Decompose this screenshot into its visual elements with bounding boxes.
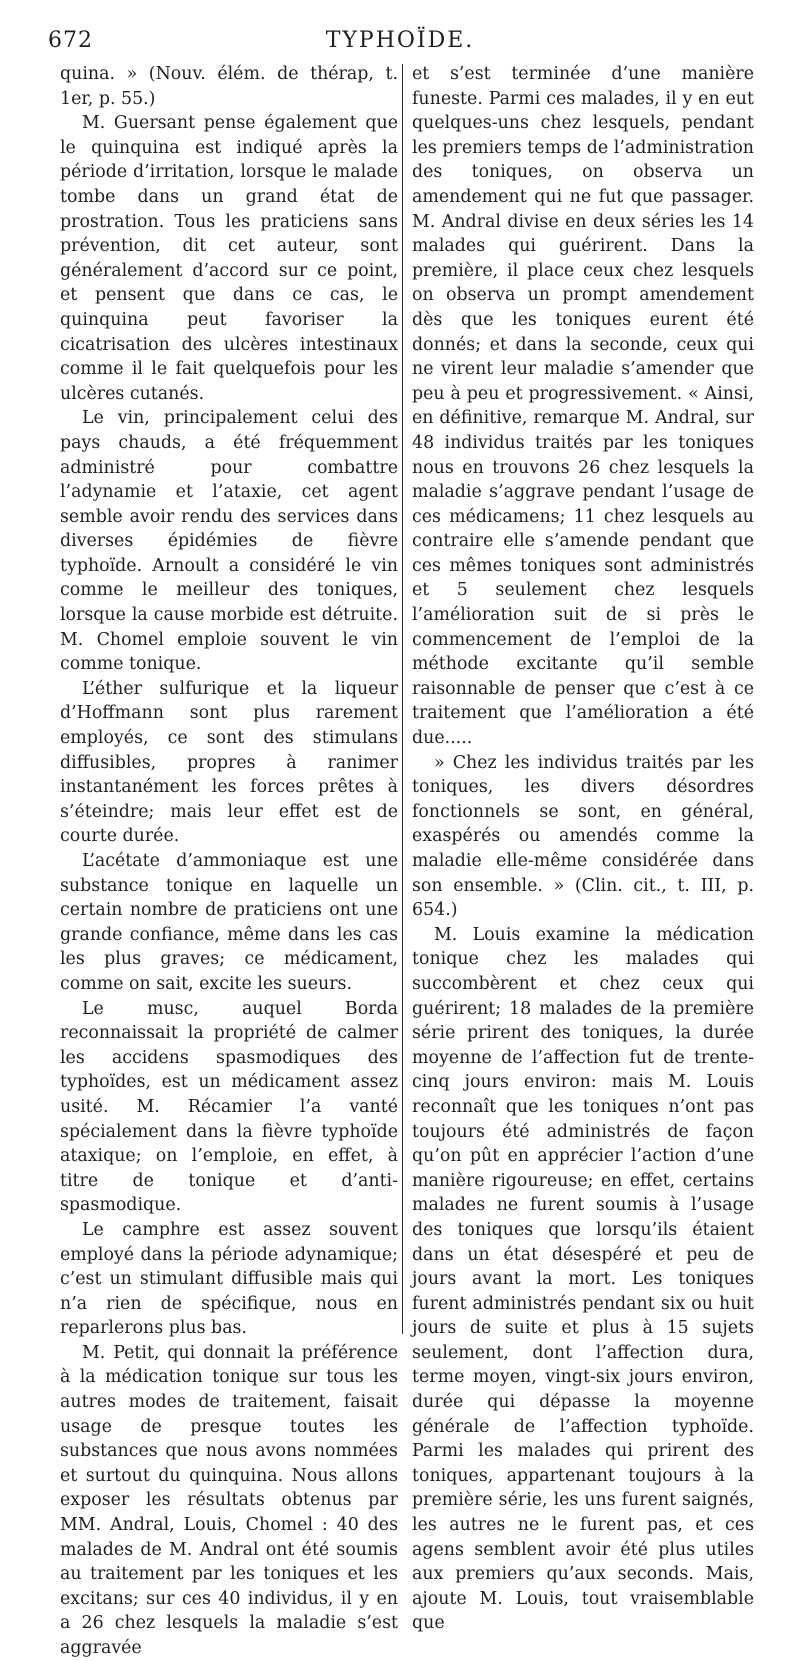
page-number: 672 <box>48 28 93 53</box>
running-title: TYPHOÏDE. <box>325 28 475 53</box>
paragraph: M. Petit, qui donnait la préférence à la médication tonique sur tous les autres modes de traitement, faisait usage de presque toutes les substances que nous avons nommées et surtout du quinquina. Nous allons exposer les résultats obtenus par MM. Andral, Louis, Chomel : 40 des malades de M. Andral ont été soumis au traitement par les toniques et les excitans; sur ces 40 individus, il y en a 26 chez lesquels la maladie s’est aggravée <box>60 1342 398 1658</box>
paragraph: M. Guersant pense également que le quinquina est indiqué après la période d’irritation, lorsque le malade tombe dans un grand état de prostration. Tous les praticiens sans prévention, dit cet auteur, sont généralement d’accord sur ce point, et pensent que dans ce cas, le quinquina peut favoriser la cicatrisation des ulcères intestinaux comme il le fait quelquefois pour les ulcères cutanés. <box>60 113 398 404</box>
paragraph: L’acétate d’ammoniaque est une substance tonique en laquelle un certain nombre de praticiens ont une grande confiance, même dans les cas les plus graves; ce médicament, comme on sait, excite les sueurs. <box>60 851 398 994</box>
paragraph: » Chez les individus traités par les toniques, les divers désordres fonctionnels se sont, en général, exaspérés ou amendés comme la maladie elle-même considérée dans son ensemble. » (Clin. cit., t. III, p. 654.) <box>412 752 754 921</box>
paragraph: Le camphre est assez souvent employé dans la période adynamique; c’est un stimulant diffusible mais qui n’a rien de spécifique, nous en reparlerons plus bas. <box>60 1219 398 1339</box>
page-header <box>48 28 752 60</box>
paragraph: quina. » (Nouv. élém. de thérap, t. 1er, p. 55.) <box>60 64 398 109</box>
paragraph: et s’est terminée d’une manière funeste. Parmi ces malades, il y en eut quelques-uns chez lesquels, pendant les premiers temps de l’administration des toniques, on observa un amendement qui ne fut que passager. M. Andral divise en deux séries les 14 malades qui guérirent. Dans la première, il place ceux chez lesquels on observa un prompt amendement dès que les toniques eurent été donnés; et dans la seconde, ceux qui ne virent leur maladie s’amender que peu à peu et progressivement. « Ainsi, en définitive, remarque M. Andral, sur 48 individus traités par les toniques nous en trouvons 26 chez lesquels la maladie s’aggrave pendant l’usage de ces médicamens; 11 chez lesquels au contraire elle s’amende pendant que ces mêmes toniques sont administrés et 5 seulement chez lesquels l’amélioration suit de si près le commencement de l’emploi de la méthode excitante qu’il semble raisonnable de penser que c’est à ce traitement que l’amélioration a été due..... <box>412 64 754 749</box>
left-column <box>60 62 398 1661</box>
paragraph: Le vin, principalement celui des pays chauds, a été fréquemment administré pour combattre l’adynamie et l’ataxie, cet agent semble avoir rendu des services dans diverses épidémies de fièvre typhoïde. Arnoult a considéré le vin comme le meilleur des toniques, lorsque la cause morbide est détruite. M. Chomel emploie souvent le vin comme tonique. <box>60 408 398 675</box>
column-divider <box>402 64 403 1334</box>
right-column <box>412 62 754 1636</box>
paragraph: M. Louis examine la médication tonique chez les malades qui succombèrent et chez ceux qui guérirent; 18 malades de la première série prirent des toniques, la durée moyenne de l’affection fut de trente-cinq jours environ: mais M. Louis reconnaît que les toniques n’ont pas toujours été administrés de façon qu’on pût en apprécier l’action d’une manière rigoureuse; en effet, certains malades ne furent soumis à l’usage des toniques que lorsqu’ils étaient dans un état désespéré et peu de jours avant la mort. Les toniques furent administrés pendant six ou huit jours de suite et plus à 15 sujets seulement, dont l’affection dura, terme moyen, vingt-six jours environ, durée qui dépasse la moyenne générale de l’affection typhoïde. Parmi les malades qui prirent des toniques, appartenant toujours à la première série, les uns furent saignés, les autres ne le furent pas, et ces agens semblent avoir été plus utiles aux premiers qu’aux seconds. Mais, ajoute M. Louis, tout vraisemblable que <box>412 924 754 1634</box>
paragraph: Le musc, auquel Borda reconnaissait la propriété de calmer les accidens spasmodiques des typhoïdes, est un médicament assez usité. M. Récamier l’a vanté spécialement dans la fièvre typhoïde ataxique; on l’emploie, en effet, à titre de tonique et d’anti-spasmodique. <box>60 998 398 1216</box>
paragraph: L’éther sulfurique et la liqueur d’Hoffmann sont plus rarement employés, ce sont des stimulans diffusibles, propres à ranimer instantanément les forces prêtes à s’éteindre; mais leur effet est de courte durée. <box>60 678 398 847</box>
